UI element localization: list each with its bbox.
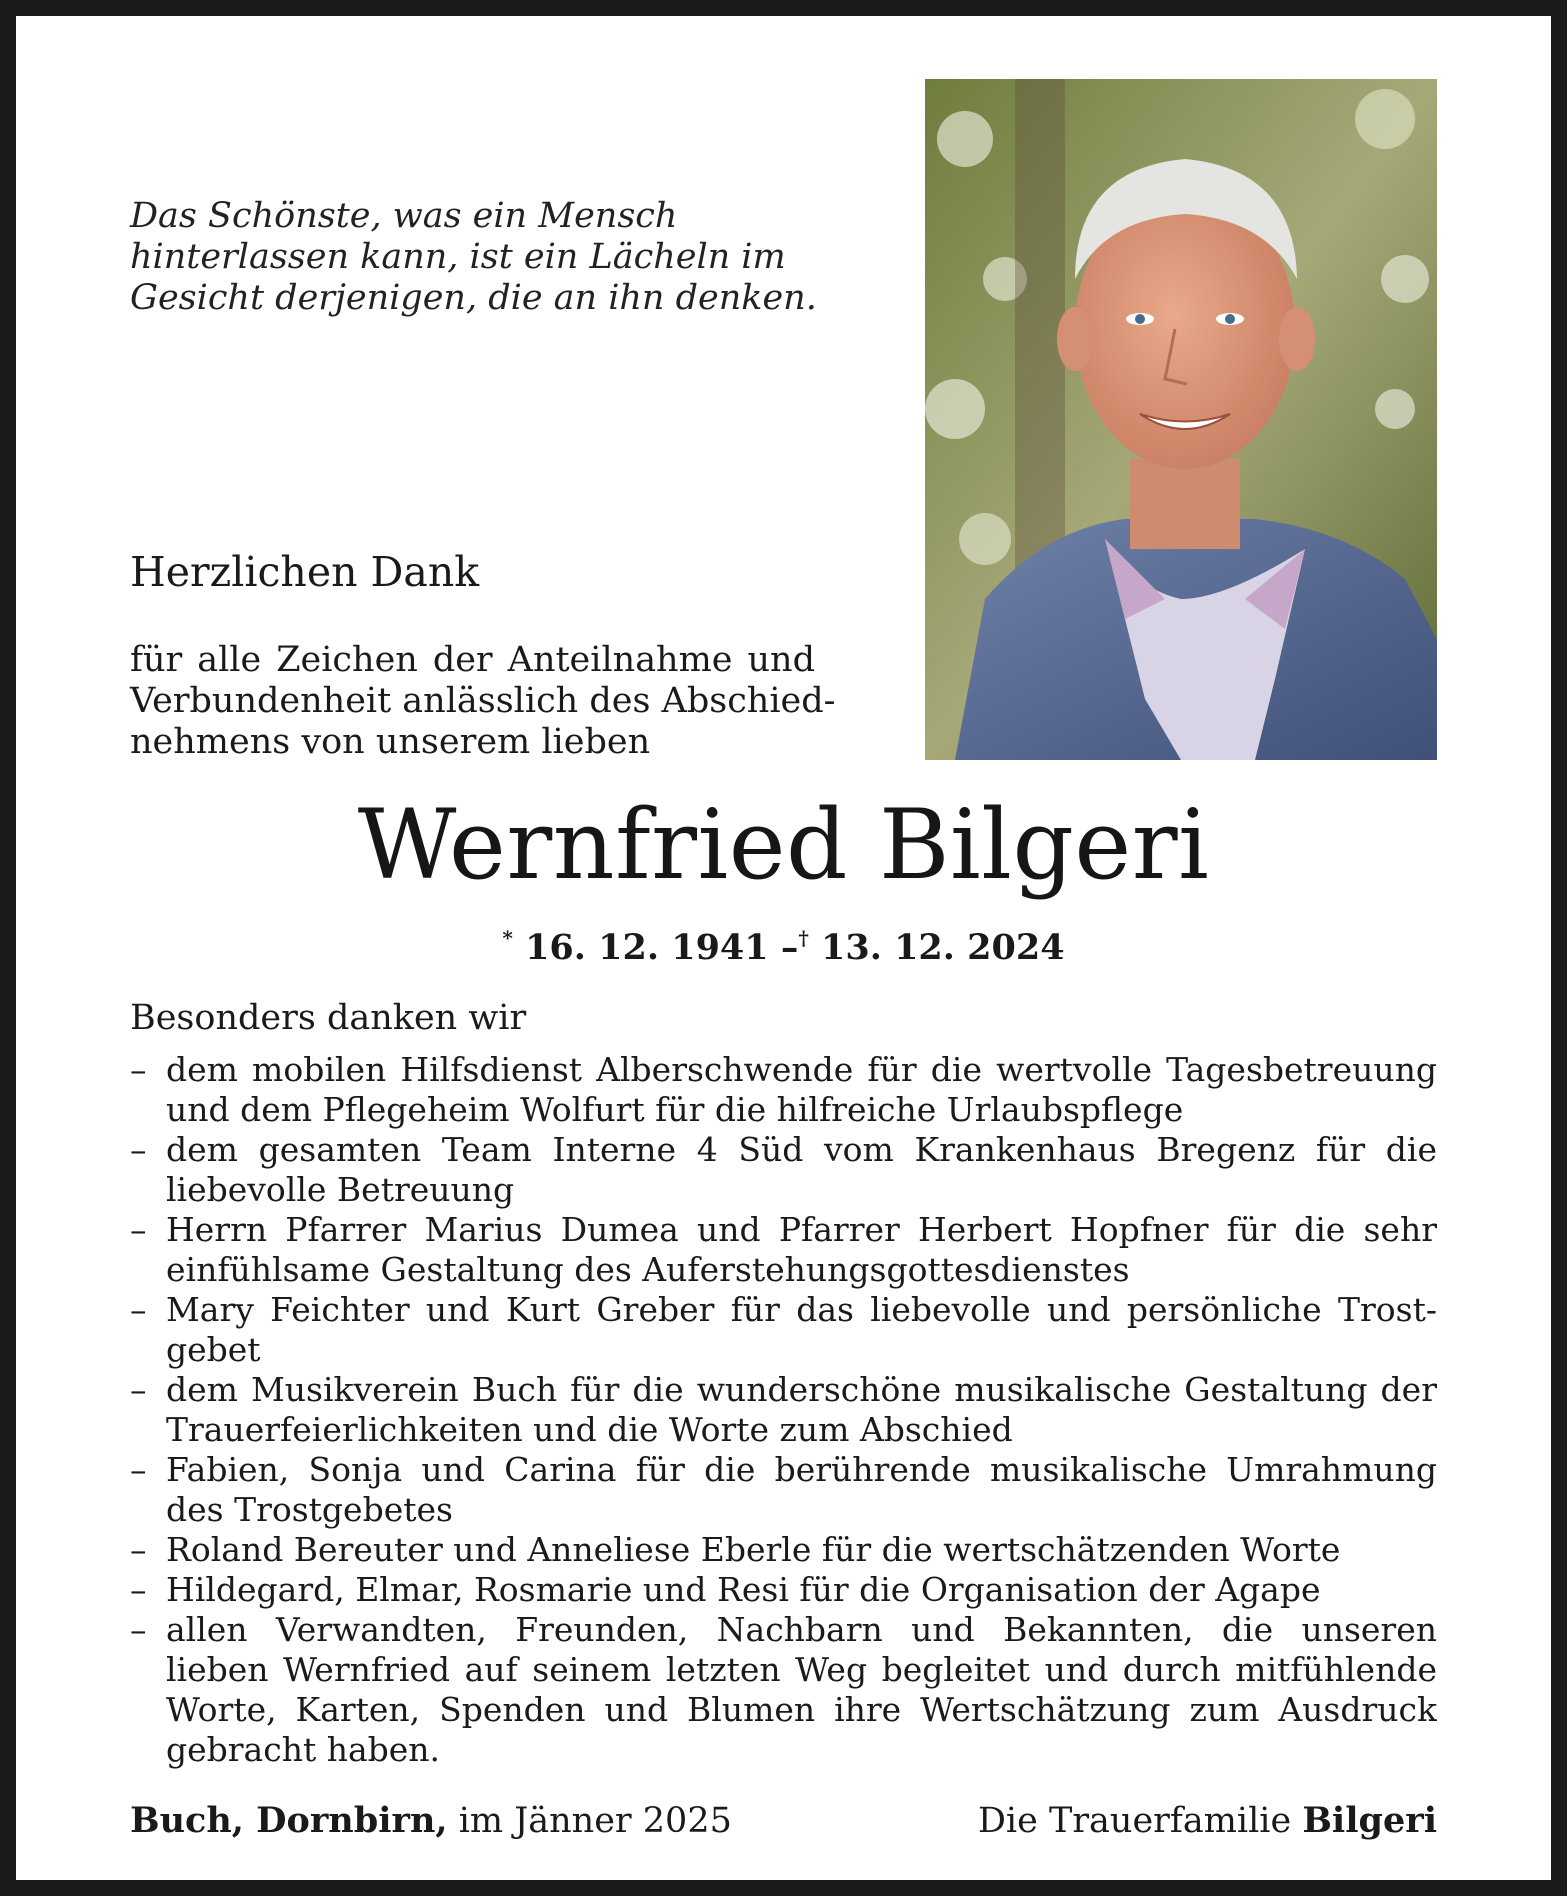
- list-dash: –: [130, 1530, 147, 1569]
- thanks-heading: Herzlichen Dank: [130, 548, 480, 596]
- quote-line: hinterlassen kann, ist ein Lächeln im: [130, 237, 786, 277]
- thanks-line: nehmens von unserem lieben: [130, 722, 651, 762]
- acknowledgements-intro: Besonders danken wir: [130, 998, 527, 1038]
- list-dash: –: [130, 1450, 147, 1489]
- acknowledgement-line: gebracht haben.: [166, 1730, 441, 1769]
- acknowledgement-line: Worte, Karten, Spenden und Blumen ihre Wertschätzung zum Ausdruck: [166, 1690, 1437, 1729]
- memorial-quote: [130, 196, 817, 319]
- acknowledgement-item: [130, 1130, 1437, 1210]
- acknowledgement-item: [130, 1530, 1437, 1570]
- acknowledgement-item: [130, 1370, 1437, 1450]
- acknowledgement-line: einfühlsame Gestaltung des Auferstehungsgottesdienstes: [166, 1250, 1130, 1289]
- footer-family-name: Bilgeri: [1302, 1800, 1437, 1841]
- acknowledgement-item: [130, 1290, 1437, 1370]
- deceased-name: Wernfried Bilgeri: [357, 789, 1210, 901]
- acknowledgement-line: dem gesamten Team Interne 4 Süd vom Krankenhaus Bregenz für die: [166, 1130, 1437, 1169]
- list-dash: –: [130, 1290, 147, 1329]
- list-dash: –: [130, 1570, 147, 1609]
- acknowledgement-line: Herrn Pfarrer Marius Dumea und Pfarrer Herbert Hopfner für die sehr: [166, 1210, 1437, 1249]
- acknowledgement-item: [130, 1450, 1437, 1530]
- acknowledgement-line: Fabien, Sonja und Carina für die berührende musikalische Umrahmung: [166, 1450, 1437, 1489]
- acknowledgement-line: gebet: [166, 1330, 261, 1369]
- death-symbol: †: [798, 926, 809, 950]
- footer-date: im Jänner 2025: [458, 1801, 732, 1841]
- thanks-text: [130, 640, 836, 763]
- thanks-line: Verbundenheit anlässlich des Abschied-: [130, 681, 836, 721]
- date-separator: –: [780, 927, 799, 968]
- acknowledgement-line: Trauerfeierlichkeiten und die Worte zum Abschied: [166, 1410, 1013, 1449]
- list-dash: –: [130, 1210, 147, 1249]
- acknowledgement-line: dem Musikverein Buch für die wunderschöne musikalische Gestaltung der: [166, 1370, 1437, 1409]
- acknowledgement-item: [130, 1610, 1437, 1770]
- list-dash: –: [130, 1050, 147, 1089]
- portrait-photo: [925, 79, 1437, 760]
- acknowledgement-line: Roland Bereuter und Anneliese Eberle für die wertschätzenden Worte: [166, 1530, 1341, 1569]
- acknowledgement-item: [130, 1210, 1437, 1290]
- acknowledgement-line: des Trostgebetes: [166, 1490, 453, 1529]
- acknowledgements-list: [130, 1050, 1437, 1770]
- list-dash: –: [130, 1130, 147, 1169]
- acknowledgement-line: und dem Pflegeheim Wolfurt für die hilfreiche Urlaubspflege: [166, 1090, 1184, 1129]
- footer-family-prefix: Die Trauerfamilie: [977, 1801, 1292, 1841]
- acknowledgement-line: dem mobilen Hilfsdienst Alberschwende für die wertvolle Tagesbetreuung: [166, 1050, 1437, 1089]
- acknowledgement-item: [130, 1050, 1437, 1130]
- quote-line: Gesicht derjenigen, die an ihn denken.: [130, 278, 817, 318]
- birth-date: 16. 12. 1941: [525, 927, 769, 968]
- list-dash: –: [130, 1370, 147, 1409]
- footer-family: [978, 1800, 1437, 1841]
- birth-symbol: *: [502, 926, 513, 950]
- quote-line: Das Schönste, was ein Mensch: [130, 196, 678, 236]
- acknowledgement-line: allen Verwandten, Freunden, Nachbarn und Bekannten, die unseren: [166, 1610, 1437, 1649]
- acknowledgement-line: Mary Feichter und Kurt Greber für das liebevolle und persönliche Trost-: [166, 1290, 1437, 1329]
- death-date: 13. 12. 2024: [821, 927, 1065, 968]
- list-dash: –: [130, 1610, 147, 1649]
- acknowledgement-line: liebevolle Betreuung: [166, 1170, 515, 1209]
- thanks-line: für alle Zeichen der Anteilnahme und: [130, 640, 815, 680]
- footer-place-date: [130, 1800, 732, 1841]
- acknowledgement-line: Hildegard, Elmar, Rosmarie und Resi für die Organisation der Agape: [166, 1570, 1321, 1609]
- footer-place: Buch, Dornbirn,: [130, 1800, 448, 1841]
- life-dates: [0, 926, 1567, 968]
- acknowledgement-line: lieben Wernfried auf seinem letzten Weg begleitet und durch mitfühlende: [166, 1650, 1437, 1689]
- acknowledgement-item: [130, 1570, 1437, 1610]
